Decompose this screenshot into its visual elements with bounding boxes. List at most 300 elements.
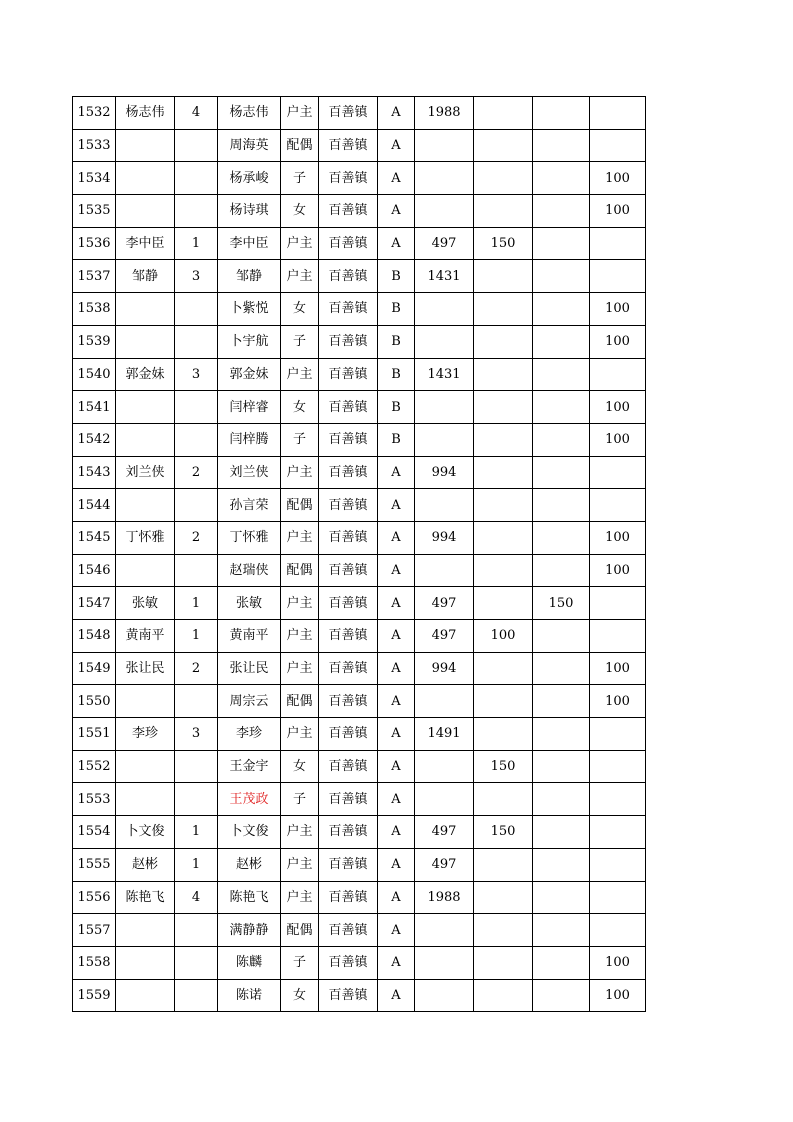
- household-head-cell: [116, 914, 175, 947]
- amount-2-cell: [474, 685, 533, 718]
- table-row: [73, 652, 646, 685]
- serial-number-cell: 1538: [73, 293, 116, 326]
- amount-4-cell: [590, 620, 646, 653]
- member-name-cell: 周宗云: [218, 685, 281, 718]
- serial-number-cell: 1533: [73, 129, 116, 162]
- amount-4-cell: [590, 260, 646, 293]
- household-size-cell: 2: [175, 652, 218, 685]
- amount-1-cell: 1431: [415, 260, 474, 293]
- amount-3-cell: 150: [533, 587, 590, 620]
- grade-cell: A: [378, 456, 415, 489]
- amount-1-cell: [415, 162, 474, 195]
- relation-cell: 女: [281, 391, 319, 424]
- town-cell: 百善镇: [319, 391, 378, 424]
- amount-4-cell: [590, 456, 646, 489]
- relation-cell: 户主: [281, 587, 319, 620]
- serial-number-cell: 1550: [73, 685, 116, 718]
- serial-number-cell: 1534: [73, 162, 116, 195]
- serial-number-cell: 1541: [73, 391, 116, 424]
- household-head-cell: 丁怀雅: [116, 521, 175, 554]
- town-cell: 百善镇: [319, 489, 378, 522]
- relation-cell: 配偶: [281, 914, 319, 947]
- town-cell: 百善镇: [319, 456, 378, 489]
- amount-1-cell: [415, 979, 474, 1012]
- amount-4-cell: 100: [590, 554, 646, 587]
- amount-2-cell: [474, 979, 533, 1012]
- household-head-cell: 刘兰侠: [116, 456, 175, 489]
- table-row: [73, 358, 646, 391]
- relation-cell: 女: [281, 979, 319, 1012]
- serial-number-cell: 1551: [73, 718, 116, 751]
- household-head-cell: 张让民: [116, 652, 175, 685]
- relation-cell: 户主: [281, 358, 319, 391]
- amount-2-cell: [474, 97, 533, 130]
- amount-4-cell: [590, 718, 646, 751]
- amount-3-cell: [533, 195, 590, 228]
- amount-1-cell: 497: [415, 848, 474, 881]
- member-name-cell: 陈艳飞: [218, 881, 281, 914]
- member-name-cell: 赵彬: [218, 848, 281, 881]
- serial-number-cell: 1542: [73, 423, 116, 456]
- relation-cell: 户主: [281, 652, 319, 685]
- household-subsidy-table: [72, 96, 646, 1012]
- town-cell: 百善镇: [319, 848, 378, 881]
- grade-cell: A: [378, 162, 415, 195]
- table-row: [73, 554, 646, 587]
- town-cell: 百善镇: [319, 325, 378, 358]
- amount-1-cell: [415, 685, 474, 718]
- household-size-cell: 2: [175, 456, 218, 489]
- grade-cell: A: [378, 816, 415, 849]
- grade-cell: A: [378, 881, 415, 914]
- member-name-cell: 闫梓腾: [218, 423, 281, 456]
- amount-1-cell: [415, 750, 474, 783]
- town-cell: 百善镇: [319, 946, 378, 979]
- serial-number-cell: 1536: [73, 227, 116, 260]
- amount-1-cell: [415, 195, 474, 228]
- amount-2-cell: 150: [474, 816, 533, 849]
- household-head-cell: [116, 783, 175, 816]
- amount-2-cell: 150: [474, 750, 533, 783]
- household-size-cell: 1: [175, 848, 218, 881]
- town-cell: 百善镇: [319, 979, 378, 1012]
- grade-cell: A: [378, 718, 415, 751]
- relation-cell: 户主: [281, 521, 319, 554]
- household-size-cell: 1: [175, 620, 218, 653]
- serial-number-cell: 1556: [73, 881, 116, 914]
- amount-3-cell: [533, 423, 590, 456]
- amount-2-cell: [474, 489, 533, 522]
- amount-3-cell: [533, 848, 590, 881]
- amount-3-cell: [533, 816, 590, 849]
- household-size-cell: [175, 914, 218, 947]
- amount-1-cell: 994: [415, 456, 474, 489]
- amount-4-cell: [590, 489, 646, 522]
- serial-number-cell: 1532: [73, 97, 116, 130]
- relation-cell: 配偶: [281, 129, 319, 162]
- amount-1-cell: [415, 554, 474, 587]
- grade-cell: B: [378, 423, 415, 456]
- relation-cell: 户主: [281, 620, 319, 653]
- household-head-cell: [116, 979, 175, 1012]
- table-body: [73, 97, 646, 1012]
- member-name-cell: 周海英: [218, 129, 281, 162]
- serial-number-cell: 1559: [73, 979, 116, 1012]
- amount-1-cell: [415, 293, 474, 326]
- amount-3-cell: [533, 652, 590, 685]
- amount-3-cell: [533, 293, 590, 326]
- town-cell: 百善镇: [319, 129, 378, 162]
- amount-4-cell: 100: [590, 293, 646, 326]
- amount-3-cell: [533, 946, 590, 979]
- household-size-cell: [175, 391, 218, 424]
- amount-3-cell: [533, 456, 590, 489]
- relation-cell: 户主: [281, 260, 319, 293]
- grade-cell: A: [378, 750, 415, 783]
- relation-cell: 户主: [281, 816, 319, 849]
- member-name-cell: 刘兰侠: [218, 456, 281, 489]
- amount-3-cell: [533, 260, 590, 293]
- table-row: [73, 97, 646, 130]
- relation-cell: 户主: [281, 881, 319, 914]
- amount-2-cell: [474, 325, 533, 358]
- amount-3-cell: [533, 914, 590, 947]
- relation-cell: 户主: [281, 848, 319, 881]
- serial-number-cell: 1544: [73, 489, 116, 522]
- amount-2-cell: [474, 881, 533, 914]
- grade-cell: A: [378, 97, 415, 130]
- amount-1-cell: 497: [415, 620, 474, 653]
- household-size-cell: [175, 946, 218, 979]
- table-row: [73, 521, 646, 554]
- table-row: [73, 587, 646, 620]
- household-head-cell: 李珍: [116, 718, 175, 751]
- table-row: [73, 685, 646, 718]
- amount-2-cell: [474, 391, 533, 424]
- grade-cell: B: [378, 293, 415, 326]
- member-name-cell: 卜紫悦: [218, 293, 281, 326]
- amount-3-cell: [533, 979, 590, 1012]
- serial-number-cell: 1546: [73, 554, 116, 587]
- town-cell: 百善镇: [319, 652, 378, 685]
- serial-number-cell: 1545: [73, 521, 116, 554]
- member-name-cell: 卜文俊: [218, 816, 281, 849]
- amount-3-cell: [533, 783, 590, 816]
- grade-cell: B: [378, 358, 415, 391]
- member-name-cell: 王金宇: [218, 750, 281, 783]
- table-row: [73, 227, 646, 260]
- relation-cell: 子: [281, 325, 319, 358]
- table-row: [73, 260, 646, 293]
- town-cell: 百善镇: [319, 914, 378, 947]
- table-row: [73, 620, 646, 653]
- table-row: [73, 293, 646, 326]
- relation-cell: 子: [281, 946, 319, 979]
- grade-cell: A: [378, 946, 415, 979]
- amount-3-cell: [533, 129, 590, 162]
- town-cell: 百善镇: [319, 620, 378, 653]
- amount-2-cell: [474, 162, 533, 195]
- amount-4-cell: 100: [590, 685, 646, 718]
- amount-2-cell: [474, 358, 533, 391]
- member-name-cell: 张敏: [218, 587, 281, 620]
- amount-3-cell: [533, 881, 590, 914]
- grade-cell: A: [378, 129, 415, 162]
- grade-cell: B: [378, 391, 415, 424]
- amount-1-cell: 994: [415, 652, 474, 685]
- household-head-cell: [116, 195, 175, 228]
- household-size-cell: [175, 489, 218, 522]
- grade-cell: A: [378, 685, 415, 718]
- household-head-cell: [116, 946, 175, 979]
- amount-2-cell: [474, 423, 533, 456]
- household-head-cell: [116, 685, 175, 718]
- grade-cell: A: [378, 521, 415, 554]
- household-head-cell: [116, 423, 175, 456]
- relation-cell: 户主: [281, 456, 319, 489]
- amount-4-cell: 100: [590, 162, 646, 195]
- amount-3-cell: [533, 685, 590, 718]
- amount-3-cell: [533, 489, 590, 522]
- amount-2-cell: [474, 848, 533, 881]
- serial-number-cell: 1547: [73, 587, 116, 620]
- grade-cell: A: [378, 979, 415, 1012]
- household-head-cell: 陈艳飞: [116, 881, 175, 914]
- serial-number-cell: 1557: [73, 914, 116, 947]
- household-size-cell: [175, 685, 218, 718]
- serial-number-cell: 1552: [73, 750, 116, 783]
- grade-cell: A: [378, 652, 415, 685]
- table-row: [73, 456, 646, 489]
- amount-3-cell: [533, 325, 590, 358]
- amount-1-cell: 994: [415, 521, 474, 554]
- amount-2-cell: [474, 293, 533, 326]
- household-size-cell: [175, 129, 218, 162]
- table-row: [73, 881, 646, 914]
- amount-4-cell: [590, 848, 646, 881]
- household-size-cell: 1: [175, 587, 218, 620]
- amount-3-cell: [533, 521, 590, 554]
- amount-1-cell: [415, 914, 474, 947]
- amount-4-cell: [590, 816, 646, 849]
- amount-4-cell: [590, 227, 646, 260]
- amount-2-cell: [474, 554, 533, 587]
- amount-4-cell: 100: [590, 391, 646, 424]
- serial-number-cell: 1537: [73, 260, 116, 293]
- household-head-cell: [116, 750, 175, 783]
- household-head-cell: 卜文俊: [116, 816, 175, 849]
- town-cell: 百善镇: [319, 554, 378, 587]
- table-row: [73, 489, 646, 522]
- member-name-cell: 杨承峻: [218, 162, 281, 195]
- amount-4-cell: [590, 881, 646, 914]
- household-head-cell: [116, 391, 175, 424]
- household-head-cell: 杨志伟: [116, 97, 175, 130]
- household-size-cell: 3: [175, 358, 218, 391]
- relation-cell: 子: [281, 783, 319, 816]
- table-row: [73, 162, 646, 195]
- member-name-cell: 张让民: [218, 652, 281, 685]
- amount-3-cell: [533, 718, 590, 751]
- household-head-cell: 郭金妹: [116, 358, 175, 391]
- grade-cell: A: [378, 783, 415, 816]
- household-table-region: [72, 96, 646, 1012]
- household-head-cell: 黄南平: [116, 620, 175, 653]
- town-cell: 百善镇: [319, 881, 378, 914]
- household-size-cell: 4: [175, 97, 218, 130]
- serial-number-cell: 1540: [73, 358, 116, 391]
- grade-cell: A: [378, 848, 415, 881]
- serial-number-cell: 1548: [73, 620, 116, 653]
- household-head-cell: [116, 325, 175, 358]
- household-size-cell: [175, 750, 218, 783]
- serial-number-cell: 1543: [73, 456, 116, 489]
- member-name-cell: 陈诺: [218, 979, 281, 1012]
- table-row: [73, 946, 646, 979]
- amount-1-cell: [415, 129, 474, 162]
- household-head-cell: [116, 489, 175, 522]
- serial-number-cell: 1553: [73, 783, 116, 816]
- amount-2-cell: [474, 783, 533, 816]
- amount-2-cell: [474, 195, 533, 228]
- relation-cell: 女: [281, 195, 319, 228]
- amount-4-cell: 100: [590, 946, 646, 979]
- amount-2-cell: [474, 587, 533, 620]
- grade-cell: B: [378, 325, 415, 358]
- household-size-cell: [175, 554, 218, 587]
- amount-3-cell: [533, 554, 590, 587]
- grade-cell: B: [378, 260, 415, 293]
- amount-4-cell: [590, 97, 646, 130]
- amount-2-cell: 150: [474, 227, 533, 260]
- amount-1-cell: 1988: [415, 881, 474, 914]
- relation-cell: 女: [281, 750, 319, 783]
- serial-number-cell: 1555: [73, 848, 116, 881]
- grade-cell: A: [378, 227, 415, 260]
- household-size-cell: [175, 423, 218, 456]
- household-size-cell: [175, 325, 218, 358]
- household-head-cell: 张敏: [116, 587, 175, 620]
- member-name-cell: 李中臣: [218, 227, 281, 260]
- town-cell: 百善镇: [319, 162, 378, 195]
- amount-1-cell: 1491: [415, 718, 474, 751]
- amount-4-cell: 100: [590, 325, 646, 358]
- household-head-cell: [116, 554, 175, 587]
- serial-number-cell: 1535: [73, 195, 116, 228]
- member-name-cell: 黄南平: [218, 620, 281, 653]
- grade-cell: A: [378, 914, 415, 947]
- household-size-cell: [175, 979, 218, 1012]
- amount-2-cell: [474, 652, 533, 685]
- relation-cell: 子: [281, 162, 319, 195]
- relation-cell: 子: [281, 423, 319, 456]
- relation-cell: 户主: [281, 227, 319, 260]
- member-name-cell: 孙言荣: [218, 489, 281, 522]
- household-size-cell: 3: [175, 718, 218, 751]
- grade-cell: A: [378, 620, 415, 653]
- member-name-cell: 邹静: [218, 260, 281, 293]
- table-row: [73, 325, 646, 358]
- relation-cell: 配偶: [281, 489, 319, 522]
- household-size-cell: [175, 162, 218, 195]
- household-head-cell: 邹静: [116, 260, 175, 293]
- household-size-cell: [175, 293, 218, 326]
- amount-1-cell: [415, 423, 474, 456]
- town-cell: 百善镇: [319, 750, 378, 783]
- household-size-cell: 1: [175, 227, 218, 260]
- household-size-cell: 3: [175, 260, 218, 293]
- member-name-cell: 杨志伟: [218, 97, 281, 130]
- town-cell: 百善镇: [319, 718, 378, 751]
- relation-cell: 户主: [281, 97, 319, 130]
- member-name-cell: 李珍: [218, 718, 281, 751]
- amount-1-cell: 1988: [415, 97, 474, 130]
- amount-4-cell: [590, 750, 646, 783]
- amount-2-cell: 100: [474, 620, 533, 653]
- amount-1-cell: 497: [415, 227, 474, 260]
- amount-2-cell: [474, 260, 533, 293]
- town-cell: 百善镇: [319, 260, 378, 293]
- town-cell: 百善镇: [319, 97, 378, 130]
- table-row: [73, 783, 646, 816]
- amount-1-cell: [415, 946, 474, 979]
- amount-3-cell: [533, 358, 590, 391]
- member-name-cell: 丁怀雅: [218, 521, 281, 554]
- member-name-cell: 满静静: [218, 914, 281, 947]
- relation-cell: 配偶: [281, 685, 319, 718]
- town-cell: 百善镇: [319, 587, 378, 620]
- town-cell: 百善镇: [319, 358, 378, 391]
- serial-number-cell: 1539: [73, 325, 116, 358]
- table-row: [73, 718, 646, 751]
- table-row: [73, 195, 646, 228]
- amount-1-cell: [415, 783, 474, 816]
- amount-3-cell: [533, 97, 590, 130]
- member-name-cell: 杨诗琪: [218, 195, 281, 228]
- amount-4-cell: 100: [590, 195, 646, 228]
- member-name-cell: 赵瑞侠: [218, 554, 281, 587]
- household-size-cell: 2: [175, 521, 218, 554]
- table-row: [73, 816, 646, 849]
- table-row: [73, 129, 646, 162]
- amount-2-cell: [474, 521, 533, 554]
- table-row: [73, 391, 646, 424]
- amount-1-cell: 497: [415, 816, 474, 849]
- amount-4-cell: [590, 914, 646, 947]
- household-size-cell: [175, 783, 218, 816]
- amount-1-cell: [415, 391, 474, 424]
- amount-2-cell: [474, 129, 533, 162]
- amount-2-cell: [474, 456, 533, 489]
- amount-1-cell: 1431: [415, 358, 474, 391]
- grade-cell: A: [378, 489, 415, 522]
- town-cell: 百善镇: [319, 783, 378, 816]
- amount-4-cell: 100: [590, 521, 646, 554]
- amount-1-cell: [415, 489, 474, 522]
- table-row: [73, 423, 646, 456]
- amount-1-cell: 497: [415, 587, 474, 620]
- member-name-cell: 王茂政: [218, 783, 281, 816]
- member-name-cell: 卜宇航: [218, 325, 281, 358]
- table-row: [73, 979, 646, 1012]
- member-name-cell: 陈麟: [218, 946, 281, 979]
- member-name-cell: 闫梓睿: [218, 391, 281, 424]
- amount-3-cell: [533, 620, 590, 653]
- town-cell: 百善镇: [319, 521, 378, 554]
- amount-1-cell: [415, 325, 474, 358]
- relation-cell: 女: [281, 293, 319, 326]
- serial-number-cell: 1558: [73, 946, 116, 979]
